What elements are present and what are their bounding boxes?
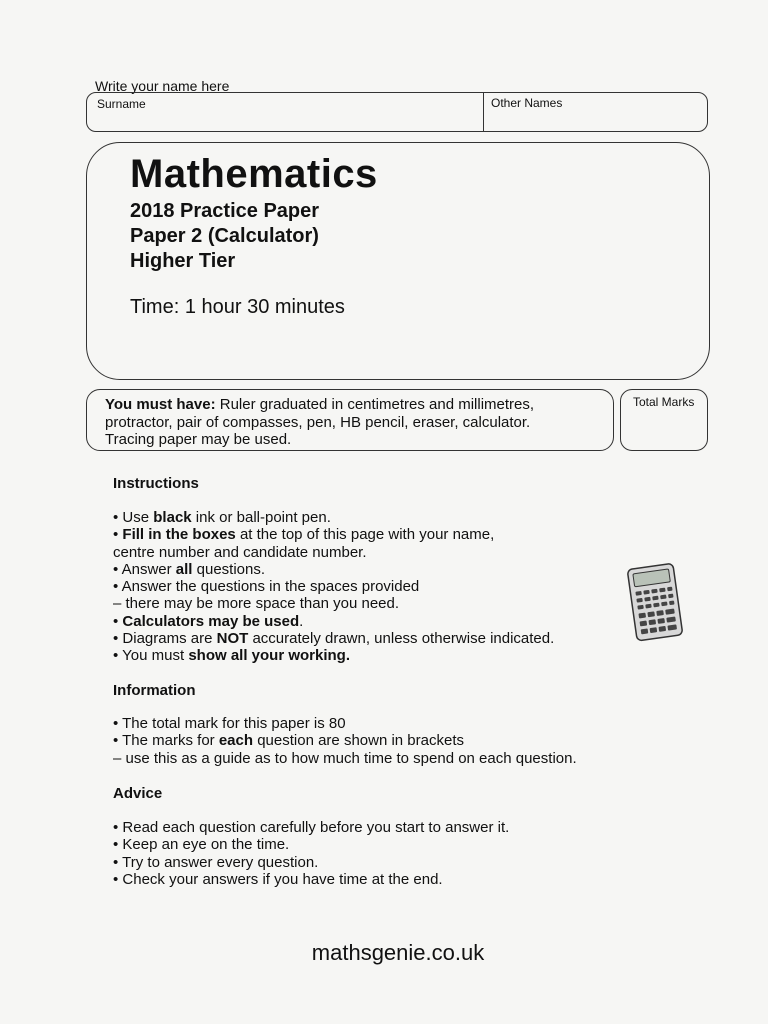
list-item bbox=[113, 819, 633, 836]
list-item-post: at the top of this page with your name, bbox=[235, 526, 495, 544]
total-marks-box bbox=[620, 389, 708, 451]
time-allowed: Time: 1 hour 30 minutes bbox=[130, 296, 345, 318]
list-item-bold: all bbox=[175, 560, 193, 578]
instructions-list bbox=[113, 509, 633, 665]
list-item-bold: black bbox=[153, 509, 192, 526]
calculator-icon bbox=[624, 562, 688, 642]
list-item-pre: • Answer the questions in the spaces provided bbox=[113, 578, 420, 596]
list-item-pre: • Answer bbox=[113, 560, 176, 578]
list-item bbox=[113, 509, 633, 526]
list-item bbox=[113, 526, 633, 543]
footer-website: mathsgenie.co.uk bbox=[311, 940, 485, 965]
list-item-pre: • Diagrams are bbox=[113, 630, 217, 648]
list-item-bold: NOT bbox=[216, 630, 249, 648]
paper-tier: Higher Tier bbox=[130, 250, 236, 272]
subject-title: Mathematics bbox=[130, 152, 378, 196]
list-item-pre: • bbox=[113, 612, 123, 630]
list-item-post: . bbox=[299, 612, 304, 630]
name-box-divider bbox=[483, 93, 484, 131]
list-item-bold: Calculators may be used bbox=[122, 612, 300, 630]
list-item bbox=[113, 871, 633, 888]
list-item-pre: – there may be more space than you need. bbox=[113, 595, 400, 613]
list-item bbox=[113, 613, 633, 630]
paper-year: 2018 Practice Paper bbox=[130, 200, 320, 222]
list-item-pre: • bbox=[113, 526, 123, 544]
list-item bbox=[113, 750, 633, 767]
information-list bbox=[113, 715, 633, 767]
must-have-line2: protractor, pair of compasses, pen, HB pencil, eraser, calculator. bbox=[105, 413, 531, 431]
list-item bbox=[113, 578, 633, 595]
instructions-heading: Instructions bbox=[113, 475, 199, 492]
must-have-label: You must have: bbox=[105, 396, 216, 413]
list-item-bold: Fill in the boxes bbox=[122, 526, 236, 544]
list-item bbox=[113, 647, 633, 664]
list-item-bold: show all your working. bbox=[188, 647, 351, 665]
list-item bbox=[113, 630, 633, 647]
must-have-line3: Tracing paper may be used. bbox=[105, 431, 292, 448]
surname-field[interactable]: Surname bbox=[97, 97, 146, 111]
list-item bbox=[113, 715, 633, 732]
advice-heading: Advice bbox=[113, 785, 163, 802]
list-item-pre: • You must bbox=[113, 647, 189, 665]
list-item-post: accurately drawn, unless otherwise indicated. bbox=[248, 630, 555, 648]
list-item-pre: • Use bbox=[113, 509, 154, 526]
list-item-pre: centre number and candidate number. bbox=[113, 543, 367, 561]
must-have-text bbox=[105, 396, 605, 449]
list-item-pre: – use this as a guide as to how much time to spend on each question. bbox=[113, 749, 577, 767]
list-item-post: ink or ball-point pen. bbox=[191, 509, 331, 526]
list-item-bold: each bbox=[218, 732, 254, 750]
list-item bbox=[113, 544, 633, 561]
list-item-pre: • Try to answer every question. bbox=[113, 853, 319, 871]
list-item-post: questions. bbox=[192, 560, 266, 578]
list-item bbox=[113, 854, 633, 871]
write-name-label: Write your name here bbox=[95, 78, 230, 94]
list-item bbox=[113, 836, 633, 853]
must-have-line1: Ruler graduated in centimetres and millimetres, bbox=[215, 396, 535, 413]
list-item bbox=[113, 732, 633, 749]
other-names-field[interactable]: Other Names bbox=[491, 96, 563, 110]
list-item bbox=[113, 561, 633, 578]
list-item-pre: • Read each question carefully before you start to answer it. bbox=[113, 819, 510, 836]
total-marks-label: Total Marks bbox=[633, 395, 695, 409]
list-item-post: question are shown in brackets bbox=[253, 732, 464, 750]
paper-number: Paper 2 (Calculator) bbox=[130, 225, 319, 247]
name-box bbox=[86, 92, 708, 132]
list-item-pre: • Check your answers if you have time at the end. bbox=[113, 870, 443, 888]
information-heading: Information bbox=[113, 682, 196, 699]
list-item-pre: • Keep an eye on the time. bbox=[113, 836, 290, 854]
list-item bbox=[113, 595, 633, 612]
list-item-pre: • The marks for bbox=[113, 732, 219, 750]
list-item-pre: • The total mark for this paper is 80 bbox=[113, 715, 346, 732]
advice-list bbox=[113, 819, 633, 888]
